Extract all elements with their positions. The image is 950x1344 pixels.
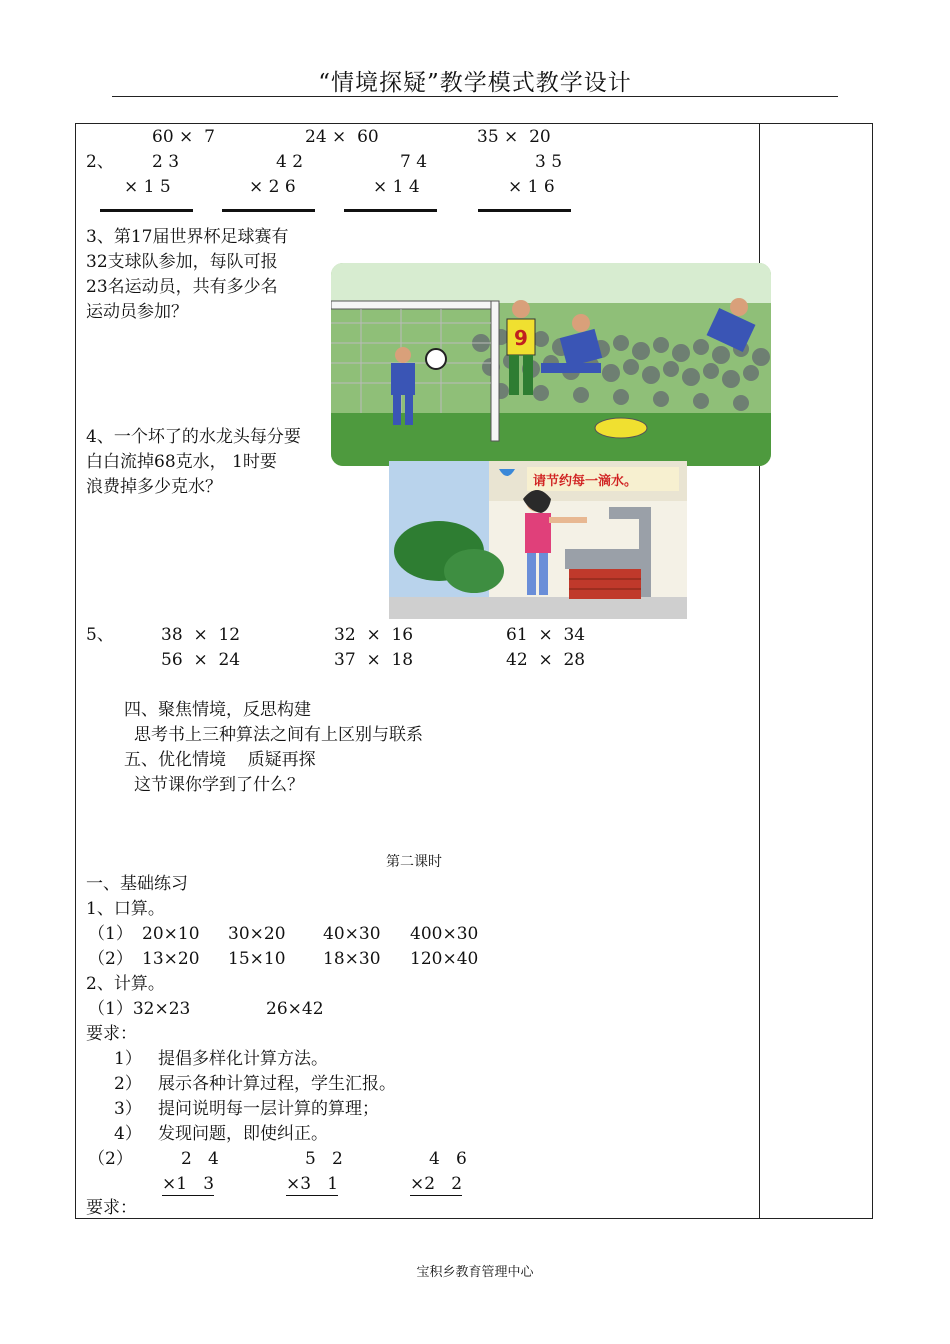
q2-problem-3-top: 7 4: [400, 152, 428, 172]
q2-problem-3-bottom: × 1 4: [373, 177, 420, 197]
q5-r1-b: 32 × 16: [334, 625, 414, 645]
lesson2-part1: 一、基础练习: [86, 874, 188, 894]
requirement-3: 3） 提问说明每一层计算的算理；: [114, 1099, 380, 1119]
q3-line-4: 运动员参加？: [86, 302, 188, 322]
requirements-label: 要求：: [86, 1024, 137, 1044]
section4-text: 思考书上三种算法之间有上区别与联系: [134, 725, 423, 745]
section5-text: 这节课你学到了什么？: [134, 775, 304, 795]
calc-row1-item: 26×42: [266, 999, 324, 1019]
requirement-2: 2） 展示各种计算过程，学生汇报。: [114, 1074, 397, 1094]
q4-line-3: 浪费掉多少克水？: [86, 477, 222, 497]
svg-text:9: 9: [514, 326, 528, 350]
calc2-problem-2-top: 5 2: [305, 1149, 343, 1169]
q4-line-1: 4、一个坏了的水龙头每分要: [86, 427, 301, 447]
oral-row1-label: （1）: [88, 924, 133, 944]
title-underline: [112, 96, 838, 97]
q5-r2-a: 56 × 24: [161, 650, 241, 670]
calc2-problem-3-top: 4 6: [429, 1149, 467, 1169]
oral-row1-item-1: 20×10: [142, 924, 200, 944]
q2-label: 2、: [86, 152, 114, 172]
lesson2-oral: 1、口算。: [86, 899, 165, 919]
row1-problem-c: 35 × 20: [477, 127, 551, 147]
calc2-problem-3-bottom-wrap: [410, 1173, 462, 1195]
calc2-problem-2-bottom: ×3 1: [286, 1174, 339, 1194]
q4-line-2: 白白流掉68克水， 1时要: [86, 452, 277, 472]
answer-line-2: [222, 209, 315, 212]
calc2-problem-1-top: 2 4: [181, 1149, 219, 1169]
q2-problem-2-top: 4 2: [276, 152, 304, 172]
row1-problem-a: 60 × 7: [152, 127, 215, 147]
lesson2-title: 第二课时: [386, 854, 442, 870]
q3-line-2: 32支球队参加，每队可报: [86, 252, 278, 272]
oral-row1-item-3: 40×30: [323, 924, 381, 944]
q2-problem-4-top: 3 5: [535, 152, 563, 172]
soccer-illustration: [331, 263, 771, 466]
q2-problem-1-bottom: × 1 5: [124, 177, 171, 197]
svg-text:请节约每一滴水。: 请节约每一滴水。: [533, 474, 638, 489]
q5-r1-c: 61 × 34: [506, 625, 586, 645]
lesson2-calc: 2、计算。: [86, 974, 165, 994]
calc2-problem-1-bottom: ×1 3: [162, 1174, 215, 1194]
q2-problem-1-top: 2 3: [152, 152, 180, 172]
row1-problem-b: 24 × 60: [305, 127, 379, 147]
oral-row2-item-2: 15×10: [228, 949, 286, 969]
oral-row1-item-2: 30×20: [228, 924, 286, 944]
answer-line-1: [100, 209, 193, 212]
oral-row2-item-1: 13×20: [142, 949, 200, 969]
answer-line-3: [344, 209, 437, 212]
oral-row2-label: （2）: [88, 949, 133, 969]
oral-row2-item-3: 18×30: [323, 949, 381, 969]
oral-row2-item-4: 120×40: [410, 949, 479, 969]
water-saving-illustration: [389, 461, 687, 619]
oral-row1-item-4: 400×30: [410, 924, 479, 944]
footer-text: 宝积乡教育管理中心: [416, 1265, 534, 1280]
q3-line-1: 3、第17届世界杯足球赛有: [86, 227, 289, 247]
section5-heading: 五、优化情境 质疑再探: [124, 750, 316, 770]
calc2-problem-1-bottom-wrap: [162, 1173, 214, 1195]
requirement-4: 4） 发现问题，即使纠正。: [114, 1124, 329, 1144]
answer-line-4: [478, 209, 571, 212]
q5-label: 5、: [86, 625, 114, 645]
requirements-label-2: 要求：: [86, 1198, 137, 1218]
q5-r2-c: 42 × 28: [506, 650, 586, 670]
requirement-1: 1） 提倡多样化计算方法。: [114, 1049, 329, 1069]
calc2-label: （2）: [88, 1149, 133, 1169]
calc2-problem-2-bottom-wrap: [286, 1173, 338, 1195]
calc-row1-label: （1）32×23: [88, 999, 191, 1019]
document-title: “情境探疑”教学模式教学设计: [318, 70, 632, 96]
q5-r2-b: 37 × 18: [334, 650, 414, 670]
q2-problem-4-bottom: × 1 6: [508, 177, 555, 197]
q5-r1-a: 38 × 12: [161, 625, 241, 645]
calc2-problem-3-bottom: ×2 2: [410, 1174, 463, 1194]
q3-line-3: 23名运动员，共有多少名: [86, 277, 278, 297]
q2-problem-2-bottom: × 2 6: [249, 177, 296, 197]
section4-heading: 四、聚焦情境，反思构建: [124, 700, 311, 720]
